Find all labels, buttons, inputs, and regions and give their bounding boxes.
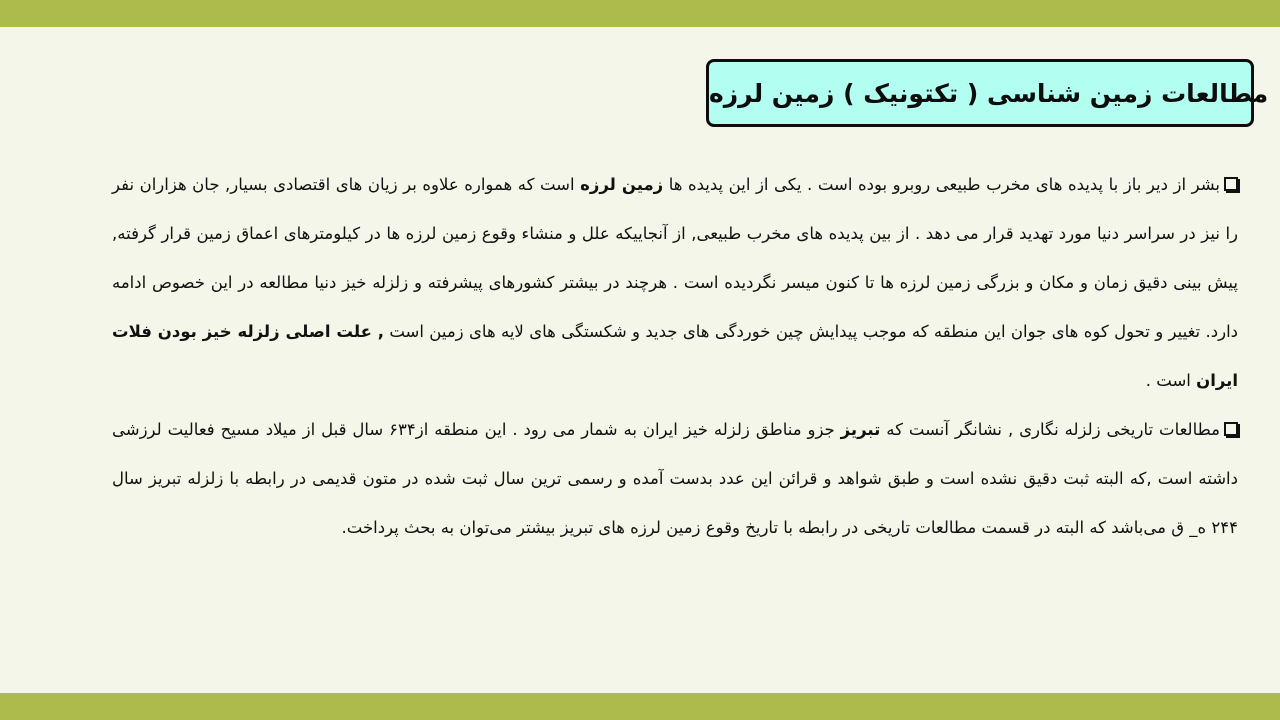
slide-body <box>112 160 1238 552</box>
slide-title: مطالعات زمین شناسی ( تکتونیک ) زمین لرزه <box>709 78 1269 108</box>
top-decor-band <box>0 0 1280 27</box>
bottom-decor-band <box>0 693 1280 720</box>
title-box <box>706 59 1269 127</box>
square-bullet-icon <box>1224 422 1238 436</box>
square-bullet-icon <box>1224 177 1238 191</box>
paragraph-2-text-a: مطالعات تاریخی زلزله نگاری , نشانگر آنست که <box>880 420 1220 439</box>
paragraph-1-bold-a: زمین لرزه <box>580 175 664 194</box>
paragraph-1-text-b: است که همواره علاوه بر زیان های اقتصادی بسیار, جان هزاران نفر را نیز در سراسر دنیا مورد تهدید قرار می دهد . از بین پدیده های مخرب طبیعی, از آنجاییکه علل و منشاء وقوع زمین لرزه ها در کیلومترهای اعماق زمین قرار گرفته, پیش بینی دقیق زمان و مکان و بزرگی زمین لرزه ها تا کنون میسر نگردیده است . هرچند در بیشتر کشورهای پیشرفته و زلزله خیز دنیا مطالعه در این خصوص ادامه دارد. تغییر و تحول کوه های جوان این منطقه که موجب پیدایش چین خوردگی های جدید و شکستگی های لایه های زمین است <box>112 175 1238 341</box>
paragraph-2-bold-a: تبریز <box>840 420 881 439</box>
paragraph-1-bold-b: , علت اصلی زلزله خیز بودن فلات ایران <box>112 322 1238 390</box>
paragraph-1-text-c: است . <box>1145 371 1197 390</box>
paragraph-2 <box>112 405 1238 552</box>
paragraph-2-text-b: جزو مناطق زلزله خیز ایران به شمار می رود . این منطقه از۶۳۴ سال قبل از میلاد مسیح فعالیت لرزشی داشته است ,که البته ثبت دقیق نشده است و طبق شواهد و قرائن این عدد بدست آمده و رسمی ترین سال ثبت شده در متون قدیمی در رابطه با زلزله تبریز سال ۲۴۴ ه_ ق می‌باشد که البته در قسمت مطالعات تاریخی در رابطه با تاریخ وقوع زمین لرزه های تبریز بیشتر می‌توان به بحث پرداخت. <box>112 420 1238 537</box>
paragraph-1 <box>112 160 1238 405</box>
paragraph-1-text-a: بشر از دیر باز با پدیده های مخرب طبیعی روبرو بوده است . یکی از این پدیده ها <box>663 175 1221 194</box>
